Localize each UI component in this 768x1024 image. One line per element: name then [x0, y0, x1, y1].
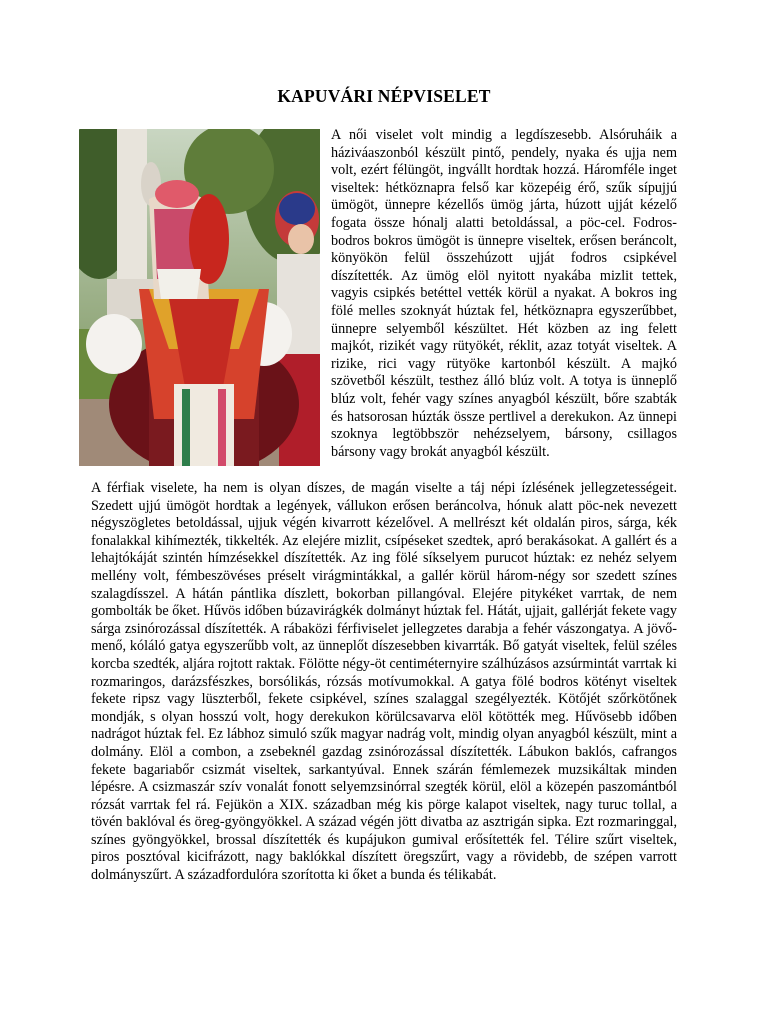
- paragraph-womens-costume: A női viselet volt mindig a legdíszesebb. Alsóruháik a háziváaszonból készült pintő, pendely, nyaka és ujja nem volt, ezért félüngöt, ingvállt hordtak hozzá. Háromféle inget viseltek: hétköznapra felső kar közepéig érő, szűk sípujjú ümögöt, ünnepre kézellős ümög járta, húzott ujját kézelő fogata össze hónalj alatti betoldással, a pöc-cel. Fodros-bodros bokros ümögöt is ünnepre viseltek, erősen beráncolt, könyökön felül összehúzott ujját fodros csipkével díszítették. Az ümög elöl nyitott nyakába mizlit tettek, vagyis csipkés betéttel vették körül a nyakat. A bokros ing fölé melles szoknyát húztak fel, hétköznapra egyszerűbbet, ünnepre selyemből készültet. Hét közben az ing felett majkót, rizikét vagy rütyökét, réklit, azaz totyát viseltek. A rizike, rici vagy rütyöke kartonból készült. A majkó szövetből készült, testhez álló blúz volt. A totya is ünneplő blúz volt, fehér vagy színes anyagból készült, bőre szabták és hatsorosan húzták össze pertlivel a derekukon. Az ünnepi szoknya legtöbbször nehézselyem, bársony, csillagos bársony vagy brokát anyagból készült.: [331, 127, 677, 460]
- folk-costume-photo-graphic: [79, 129, 320, 466]
- page-title: KAPUVÁRI NÉPVISELET: [277, 86, 491, 106]
- paragraph-mens-costume: A férfiak viselete, ha nem is olyan díszes, de magán viselte a táj népi ízlésének jellegzetességeit. Szedett ujjú ümögöt hordtak a legények, vállukon erősen beráncolva, hónuk alatt pöc-nek nevezett négyszögletes betoldással, ujjuk végén kivarrott kézelővel. A mellrészt két oldalán piros, sárga, kék fonalakkal kihímezték, tikkelték. Az elejére mizlit, csípéseket szedtek, apró berakásokat. A gallért és a lehajtókáját szintén hímzésekkel díszítették. Az ing fölé síkselyem purucot húztak: ez nehéz selyem mellény volt, fémbeszövéses préselt virágmintákkal, a gallér körül három-négy sor szedett színes szalagdísszel. A hátán pántlika díszlett, bokorban pillangóval. Elejére pitykéket varrtak, de nem gombolták be őket. Hűvös időben búzavirágkék dolmányt húztak fel. Hátát, ujjait, gallérját fekete vagy sárga zsinórozással díszítették. A rábaközi férfiviselet jellegzetes darabja a fehér vászongatya. A jövő-menő, kóláló gatya egyszerűbb volt, az ünneplőt díszesebben kivarrták. Bő gatyát viseltek, felül széles korcba szedték, aljára rojtott raktak. Fölötte négy-öt centiméternyire szálhúzásos azsúrmintát varrtak ki rozmaringos, darázsfészkes, borsólikás, rózsás motívumokkal. A gatya fölé bodros kötényt viseltek fekete ripsz vagy lüszterből, fekete csipkével, színes szalaggal szegélyezték. Kötőjét szőrkötőnek mondják, s olyan hosszú volt, hogy derekukon körülcsavarva elöl kötötték meg. Hűvösebb időben nadrágot húztak fel. Ez lábhoz simuló szűk magyar nadrág volt, mindig olyan anyagból készült, mint a dolmány. Elöl a combon, a zsebeknél gazdag zsinórozással díszítették. Lábukon baklós, cafrangos fekete bagariabőr csizmát viseltek, sarkantyúval. Ennek szárán fémlemezek muzsikáltak minden lépésre. A csizmaszár szív vonalát fonott selyemzsinórral szegték körül, elöl a közepén paszomántból rózsát varrtak fel rá. Fejükön a XIX. században még kis pörge kalapot viseltek, nagy turuc tollal, a tövén baklóval és öreg-gyöngyökkel. A század végén jött divatba az asztrigán sipka. Ezt rozmaringgal, színes gyöngyökkel, brossal díszítették és kupájukon gumival erősítették fel. Télire szűrt viseltek, piros posztóval kicifrázott, nagy baklókkal díszített öregszűrt, vagy a rövidebb, de szépen varrott dolmányszűrt. A századfordulóra szorította ki őket a bunda és télikabát.: [91, 480, 677, 884]
- folk-costume-photo: [79, 129, 320, 466]
